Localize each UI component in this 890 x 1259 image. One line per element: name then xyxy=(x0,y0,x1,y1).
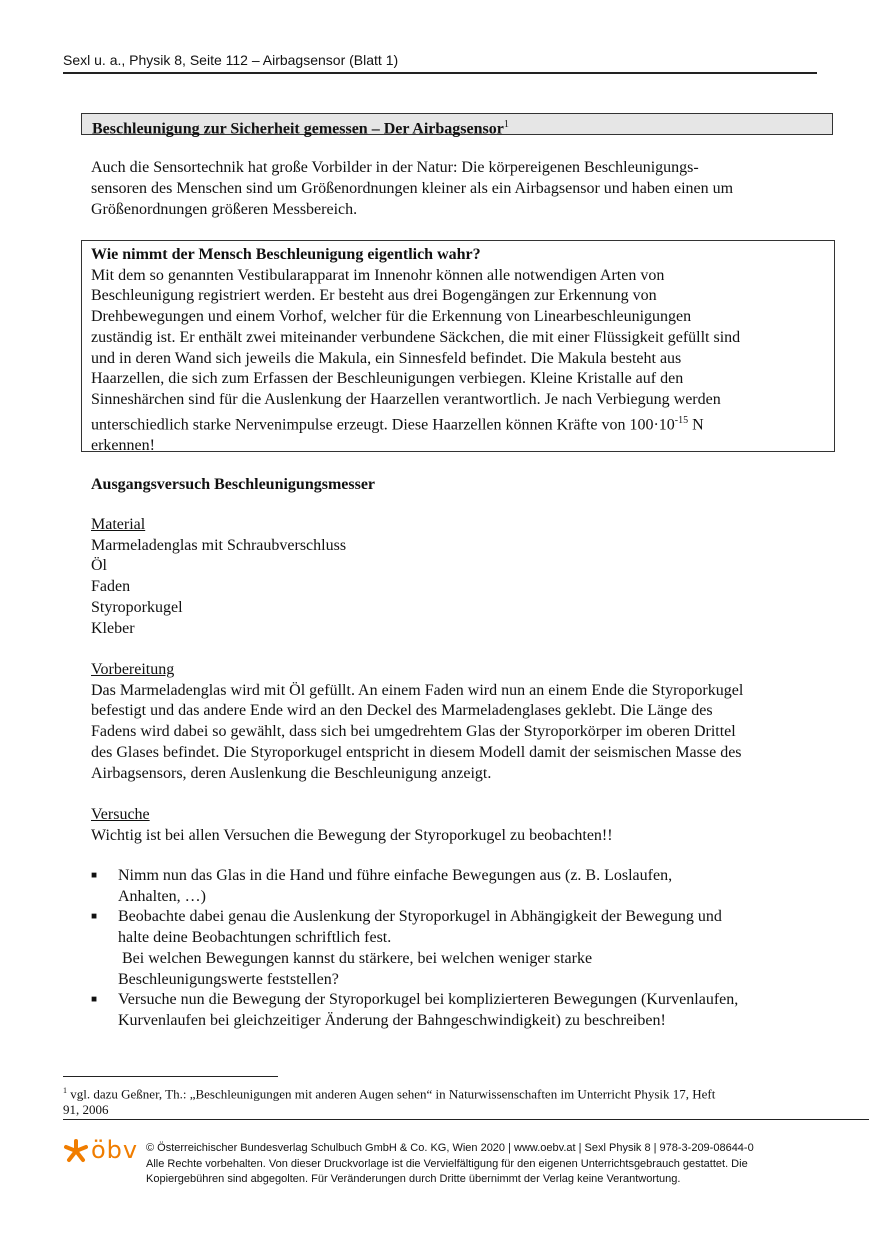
section-title: Ausgangsversuch Beschleunigungsmesser xyxy=(91,476,376,493)
page-header: Sexl u. a., Physik 8, Seite 112 – Airbagsensor (Blatt 1) xyxy=(63,52,817,74)
material-section xyxy=(91,515,831,639)
asterisk-logo-icon xyxy=(63,1138,89,1164)
info-line: erkennen! xyxy=(91,436,155,454)
title-text: Beschleunigung zur Sicherheit gemessen – Der Airbagsensor xyxy=(92,120,504,138)
bullet-line: Beschleunigungswerte feststellen? xyxy=(118,970,339,988)
intro-line: Auch die Sensortechnik hat große Vorbilder in der Natur: Die körpereigenen Beschleunigungs- xyxy=(91,159,699,176)
vorbereitung-line: Das Marmeladenglas wird mit Öl gefüllt. An einem Faden wird nun an einem Ende die Styroporkugel xyxy=(91,681,744,699)
info-line: Beschleunigung registriert werden. Er besteht aus drei Bogengängen zur Erkennung von xyxy=(91,287,657,305)
oebv-logo xyxy=(63,1138,141,1168)
footnote-divider xyxy=(63,1076,278,1077)
intro-line: sensoren des Menschen sind um Größenordnungen kleiner als ein Airbagsensor und haben einen um xyxy=(91,180,734,197)
info-line: Haarzellen, die sich zum Erfassen der Beschleunigungen verbiegen. Kleine Kristalle auf den xyxy=(91,370,684,388)
bullet-line: Anhalten, …) xyxy=(118,887,206,905)
vorbereitung-heading: Vorbereitung xyxy=(91,661,175,678)
info-line: Drehbewegungen und einem Vorhof, welcher für die Erkennung von Linearbeschleunigungen xyxy=(91,308,692,326)
copyright-line: Alle Rechte vorbehalten. Von dieser Druckvorlage ist die Vervielfältigung für den eigenen Unterrichtsgebrauch gestattet. Die xyxy=(146,1157,748,1170)
vorbereitung-line: des Glases befindet. Die Styroporkugel entspricht in diesem Modell damit der seismischen Masse des xyxy=(91,743,742,761)
vorbereitung-section xyxy=(91,660,831,784)
vorbereitung-line: befestigt und das andere Ende wird an den Deckel des Marmeladenglases geklebt. Die Länge des xyxy=(91,702,713,720)
bullet-line: Bei welchen Bewegungen kannst du stärkere, bei welchen weniger starke xyxy=(118,949,593,967)
footnote-text: vgl. dazu Geßner, Th.: „Beschleunigungen mit anderen Augen sehen“ in Naturwissenschaften im Unterricht Physik 17, Heft xyxy=(67,1086,716,1102)
exponent: -15 xyxy=(674,414,689,426)
info-question: Wie nimmt der Mensch Beschleunigung eigentlich wahr? xyxy=(91,246,481,263)
info-line: und in deren Wand sich jeweils die Makula, ein Sinnesfeld befindet. Die Makula besteht aus xyxy=(91,349,682,367)
vorbereitung-line: Fadens wird dabei so gewählt, dass sich bei umgedrehtem Glas der Styroporkörper im oberen Drittel xyxy=(91,723,736,741)
bullet-icon: ■ xyxy=(91,994,98,1006)
bullet-icon: ■ xyxy=(91,870,98,881)
worksheet-title xyxy=(81,113,833,138)
material-item: Öl xyxy=(91,557,107,575)
unit: N xyxy=(688,415,704,433)
versuche-intro: Wichtig ist bei allen Versuchen die Bewegung der Styroporkugel zu beobachten!! xyxy=(91,826,613,844)
intro-line: Größenordnungen größeren Messbereich. xyxy=(91,201,358,218)
info-line: Mit dem so genannten Vestibularapparat im Innenohr können alle notwendigen Arten von xyxy=(91,266,665,284)
info-line: zuständig ist. Er enthält zwei miteinander verbundene Säckchen, die mit einer Flüssigkeit gefüllt sind xyxy=(91,328,741,346)
bullet-icon: ■ xyxy=(91,911,98,923)
info-line: Sinneshärchen sind für die Auslenkung der Haarzellen verantwortlich. Je nach Verbiegung werden xyxy=(91,390,721,408)
versuche-heading: Versuche xyxy=(91,806,150,823)
copyright-line: Kopiergebühren sind abgegolten. Für Veränderungen durch Dritte übernimmt der Verlag keine Verantwortung. xyxy=(146,1173,681,1185)
bullet-line: halte deine Beobachtungen schriftlich fest. xyxy=(118,929,392,947)
copyright-line: © Österreichischer Bundesverlag Schulbuch GmbH & Co. KG, Wien 2020 | www.oebv.at | Sexl Physik 8 | 978-3-209-08644-0 xyxy=(146,1142,754,1154)
material-item: Kleber xyxy=(91,619,135,637)
info-box xyxy=(81,240,835,452)
bullet-line: Nimm nun das Glas in die Hand und führe einfache Bewegungen aus (z. B. Loslaufen, xyxy=(118,867,673,884)
footnote-line: 91, 2006 xyxy=(63,1102,109,1118)
versuche-list xyxy=(91,866,831,1032)
footnote xyxy=(63,1083,823,1118)
list-item xyxy=(91,990,831,1031)
vorbereitung-line: Airbagsensors, deren Auslenkung die Beschleunigung anzeigt. xyxy=(91,764,492,782)
footnote-number: 1 xyxy=(63,1086,67,1095)
versuche-section xyxy=(91,805,831,846)
list-item xyxy=(91,866,831,907)
info-line xyxy=(91,411,825,436)
material-heading: Material xyxy=(91,516,146,533)
bullet-line: Versuche nun die Bewegung der Styroporkugel bei komplizierteren Bewegungen (Kurvenlaufen, xyxy=(118,991,739,1009)
bullet-line: Beobachte dabei genau die Auslenkung der Styroporkugel in Abhängigkeit der Bewegung und xyxy=(118,908,722,926)
info-line-text: unterschiedlich starke Nervenimpulse erzeugt. Diese Haarzellen können Kräfte von 100·10 xyxy=(91,415,675,433)
intro-paragraph xyxy=(91,157,831,220)
footnote-line xyxy=(63,1083,823,1102)
material-item: Marmeladenglas mit Schraubverschluss xyxy=(91,536,347,554)
footer-divider xyxy=(63,1119,869,1120)
material-item: Styroporkugel xyxy=(91,598,183,616)
material-item: Faden xyxy=(91,578,131,596)
bullet-line: Kurvenlaufen bei gleichzeitiger Änderung der Bahngeschwindigkeit) zu beschreiben! xyxy=(118,1011,666,1029)
list-item xyxy=(91,907,831,990)
logo-text: öbv xyxy=(91,1136,139,1164)
title-footnote-ref: 1 xyxy=(503,119,509,130)
copyright-notice xyxy=(146,1141,826,1188)
